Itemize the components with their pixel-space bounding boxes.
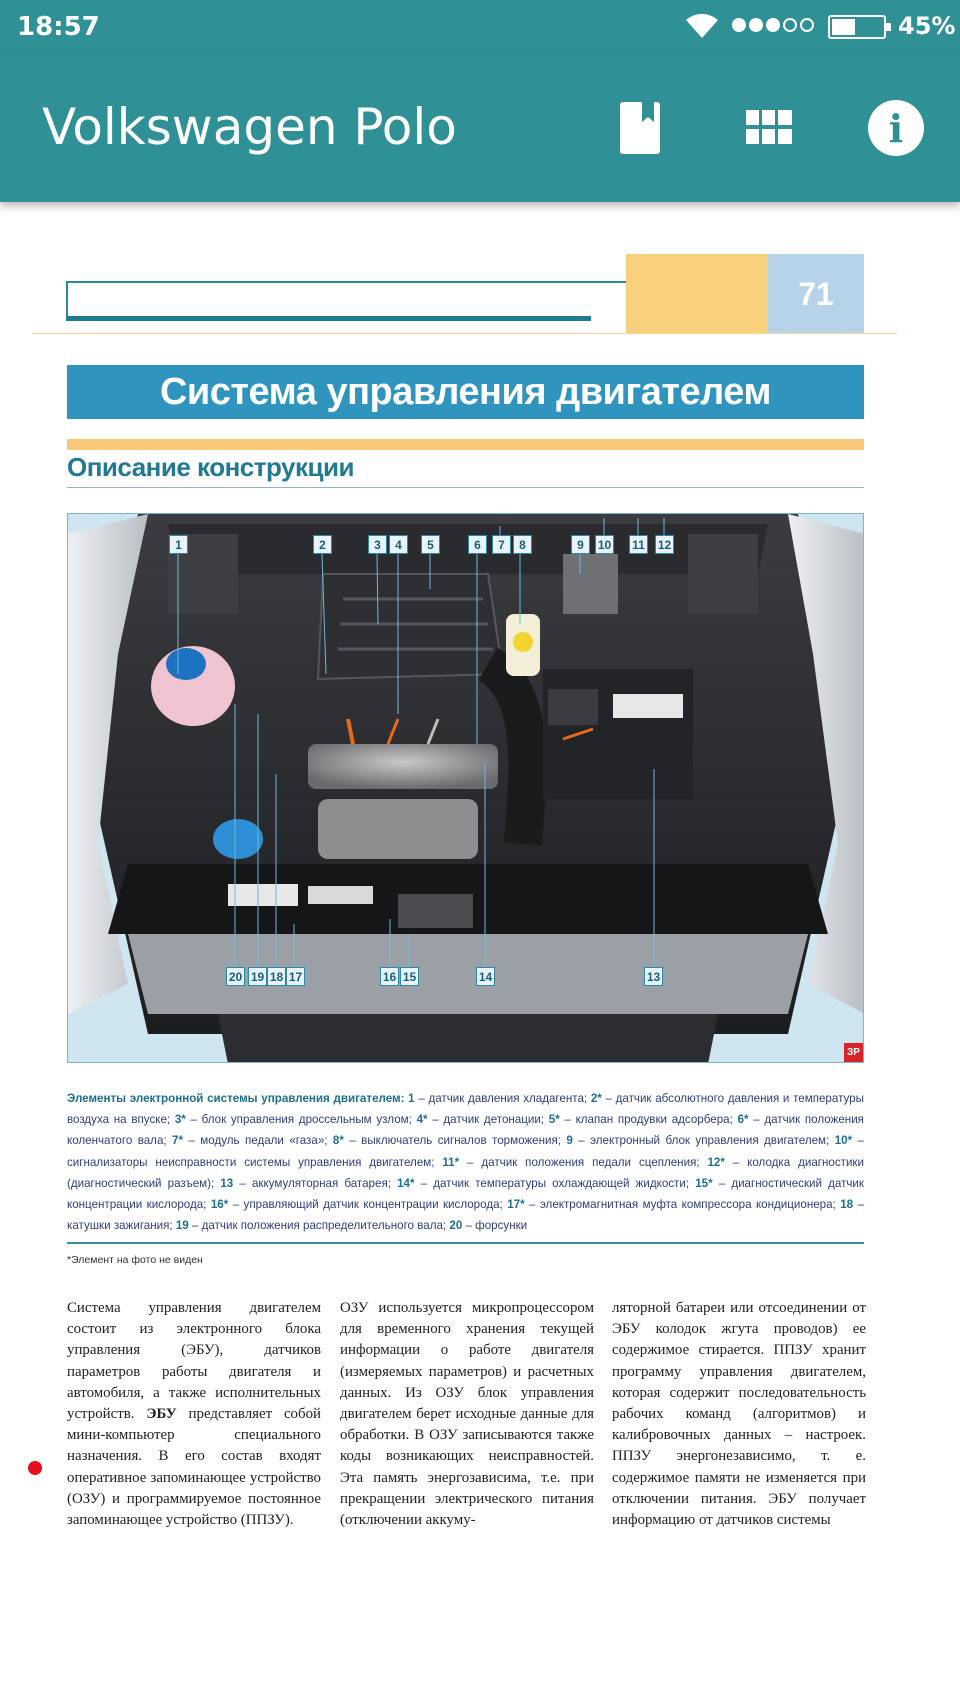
callout-18[interactable]: 18 <box>267 967 286 986</box>
caption-item-text: – аккумуляторная батарея; <box>233 1176 391 1190</box>
figure-caption <box>67 1088 864 1236</box>
caption-item-text: – блок управления дроссельным узлом; <box>185 1113 412 1127</box>
caption-item-number: 4* <box>416 1113 428 1127</box>
header-decoration <box>67 316 591 321</box>
header-rule <box>32 333 898 334</box>
body-paragraph: представляет собой мини-компьютер специального назначения. В его состав входят оперативное запоминающее устройство (ОЗУ) и программируемое постоянное запоминающее устройство (ППЗУ). <box>67 1406 321 1529</box>
caption-items <box>67 1092 864 1232</box>
callout-12[interactable]: 12 <box>655 535 674 554</box>
callout-3[interactable]: 3 <box>368 535 387 554</box>
caption-item-text: – выключатель сигналов торможения; <box>343 1134 561 1148</box>
caption-item-text: – датчик положения распределительного вала; <box>188 1219 447 1233</box>
status-bar <box>0 0 960 54</box>
caption-item-text: – колодка диагностики (диагностический разъем); <box>67 1155 864 1190</box>
callout-8[interactable]: 8 <box>513 535 532 554</box>
callout-6[interactable]: 6 <box>468 535 487 554</box>
caption-item-text: – клапан продувки адсорбера; <box>559 1113 733 1127</box>
publisher-logo: ЗР <box>844 1043 863 1062</box>
caption-item-number: 11* <box>442 1155 460 1169</box>
document-page[interactable] <box>0 202 960 1707</box>
caption-item-number: 2* <box>590 1092 602 1105</box>
caption-item-text: – датчик положения коленчатого вала; <box>67 1113 864 1148</box>
status-time: 18:57 <box>17 12 100 42</box>
subsection-rule <box>67 487 864 488</box>
wifi-icon <box>684 12 720 40</box>
callout-20[interactable]: 20 <box>226 967 245 986</box>
callout-10[interactable]: 10 <box>595 535 614 554</box>
caption-item-number: 1 <box>408 1092 415 1105</box>
caption-item-text: – модуль педали «газа»; <box>183 1134 328 1148</box>
caption-item-number: 19 <box>175 1219 189 1233</box>
bookmark-button[interactable] <box>602 90 678 166</box>
caption-item-number: 13 <box>220 1176 234 1190</box>
caption-item-text: – сигнализаторы неисправности системы управления двигателем; <box>67 1134 864 1169</box>
callout-11[interactable]: 11 <box>629 535 648 554</box>
section-rule <box>67 439 864 450</box>
caption-rule <box>67 1242 864 1244</box>
caption-item-number: 17* <box>507 1198 525 1212</box>
header-decoration <box>66 281 68 321</box>
callout-14[interactable]: 14 <box>476 967 495 986</box>
caption-item-number: 20 <box>449 1219 463 1233</box>
subsection-title: Описание конструкции <box>67 452 354 482</box>
info-button[interactable] <box>858 90 934 166</box>
contents-grid-button[interactable] <box>731 90 807 166</box>
caption-item-text: – диагностический датчик концентрации кислорода; <box>67 1176 864 1212</box>
callout-13[interactable]: 13 <box>644 967 663 986</box>
app-title: Volkswagen Polo <box>42 98 457 156</box>
callout-7[interactable]: 7 <box>492 535 511 554</box>
header-color-block <box>626 254 768 334</box>
app-bar <box>0 54 960 202</box>
caption-item-number: 16* <box>210 1198 229 1212</box>
caption-item-text: – форсунки <box>462 1219 528 1233</box>
caption-item-text: – катушки зажигания; <box>67 1198 865 1233</box>
caption-item-number: 14* <box>397 1176 415 1190</box>
callout-16[interactable]: 16 <box>380 967 399 986</box>
battery-icon <box>828 15 886 39</box>
body-paragraph: Система управления двигателем состоит из электронного блока управления (ЭБУ), датчиков параметров работы двигателя и автомобиля, а также исполнительных устройств. <box>67 1300 321 1423</box>
caption-lead: Элементы электронной системы управления двигателем: <box>67 1092 405 1105</box>
caption-item-number: 15* <box>695 1176 713 1190</box>
engine-bay-illustration <box>68 514 864 1063</box>
callout-1[interactable]: 1 <box>169 535 188 554</box>
caption-item-text: – датчик абсолютного давления и температуры воздуха на впуске; <box>67 1092 864 1127</box>
body-bold-term: ЭБУ <box>146 1406 177 1423</box>
caption-item-number: 18 <box>840 1198 854 1212</box>
caption-item-number: 3* <box>174 1113 186 1127</box>
caption-item-text: – датчик температуры охлаждающей жидкости; <box>414 1176 690 1190</box>
recording-indicator <box>28 1461 42 1475</box>
caption-item-text: – управляющий датчик концентрации кислорода; <box>228 1198 503 1212</box>
footnote: *Элемент на фото не виден <box>67 1254 203 1266</box>
callout-17[interactable]: 17 <box>286 967 305 986</box>
callout-2[interactable]: 2 <box>313 535 332 554</box>
signal-strength-icon <box>732 18 817 37</box>
info-icon: i <box>868 100 924 156</box>
caption-item-number: 9 <box>566 1134 573 1148</box>
caption-item-text: – датчик давления хладагента; <box>414 1092 588 1105</box>
section-title: Система управления двигателем <box>67 365 864 419</box>
caption-item-number: 10* <box>834 1134 853 1148</box>
callout-9[interactable]: 9 <box>571 535 590 554</box>
page-number: 71 <box>768 254 864 334</box>
body-column-2: ОЗУ используется микропроцессором для временного хранения текущей информации о работе двигателя (измеряемых параметров) и расчетных данных. Из ОЗУ блок управления двигателем берет исходные данные для обработки. В ОЗУ записываются также коды возникающих неисправностей. Эта память энергозависима, т.е. при прекращении электрического питания (отключении аккуму- <box>340 1300 594 1529</box>
caption-item-number: 12* <box>707 1155 725 1169</box>
engine-bay-photo <box>67 513 864 1063</box>
caption-item-text: – датчик положения педали сцепления; <box>459 1155 700 1169</box>
battery-percent: 45% <box>898 12 956 40</box>
caption-item-text: – электронный блок управления двигателем; <box>572 1134 830 1148</box>
caption-item-number: 6* <box>737 1113 749 1127</box>
grid-icon <box>746 110 792 146</box>
callout-5[interactable]: 5 <box>421 535 440 554</box>
caption-item-number: 8* <box>332 1134 344 1148</box>
caption-item-number: 5* <box>548 1113 560 1127</box>
caption-item-text: – датчик детонации; <box>427 1113 545 1127</box>
callout-19[interactable]: 19 <box>248 967 267 986</box>
caption-item-text: – электромагнитная муфта компрессора кондиционера; <box>524 1198 836 1212</box>
caption-item-number: 7* <box>172 1134 184 1148</box>
bookmark-icon <box>620 102 660 154</box>
body-column-1 <box>67 1298 321 1531</box>
callout-4[interactable]: 4 <box>389 535 408 554</box>
body-column-3: ляторной батареи или отсоединении от ЭБУ колодок жгута проводов) ее содержимое стирается. ППЗУ хранит программу управления двигателем, которая содержит последовательность рабочих команд (алгоритмов) и калибровочных данных – настроек. ППЗУ энергонезависимо, т. е. содержимое памяти не изменяется при отключении питания. ЭБУ получает информацию от датчиков системы <box>612 1300 866 1529</box>
callout-15[interactable]: 15 <box>400 967 419 986</box>
